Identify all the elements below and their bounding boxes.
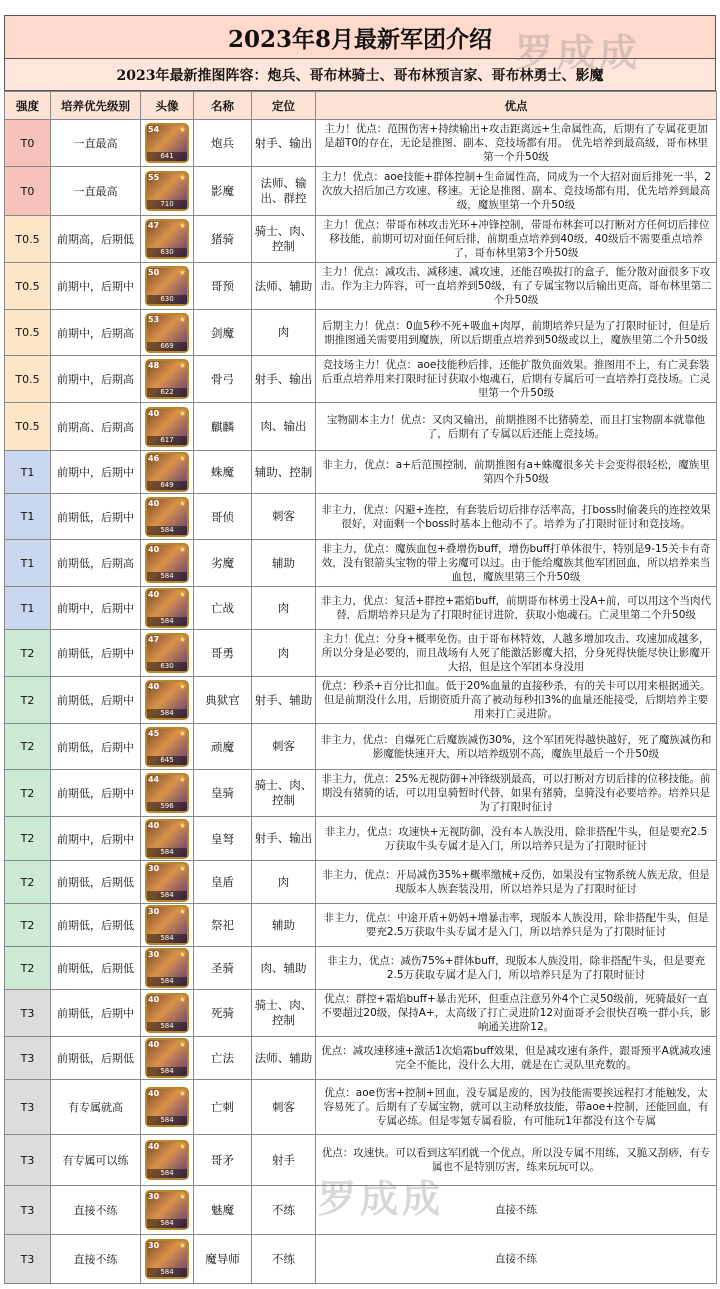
advantages-cell: 非主力，优点：开局减伤35%+概率缴械+反伤，如果没有宝物系统人族无敌，但是现版本人族套装没用，所以培养只是为了打限时征讨 xyxy=(316,861,717,904)
avatar-level: 50 xyxy=(148,268,160,277)
star-icon: ★ xyxy=(178,907,186,916)
table-row xyxy=(5,947,717,990)
priority-cell: 前期中，后期高 xyxy=(51,310,141,356)
tier-cell: T2 xyxy=(5,817,51,861)
tier-cell: T0.5 xyxy=(5,310,51,356)
name-cell: 魅魔 xyxy=(194,1186,252,1235)
star-icon: ★ xyxy=(178,682,186,691)
name-cell: 皇弩 xyxy=(194,817,252,861)
role-cell: 骑士、肉、控制 xyxy=(252,770,316,817)
avatar-power: 584 xyxy=(147,1116,187,1125)
avatar-level: 40 xyxy=(148,590,160,599)
name-cell: 圣骑 xyxy=(194,947,252,990)
avatar-cell xyxy=(141,990,194,1037)
avatar-power: 630 xyxy=(147,248,187,257)
advantages-cell: 直接不练 xyxy=(316,1186,717,1235)
role-cell: 辅助 xyxy=(252,540,316,587)
avatar xyxy=(145,1239,189,1279)
role-cell: 骑士、肉、控制 xyxy=(252,990,316,1037)
star-icon: ★ xyxy=(178,728,186,738)
role-cell: 射手、辅助 xyxy=(252,677,316,724)
avatar-cell xyxy=(141,403,194,451)
star-icon: ★ xyxy=(178,820,186,830)
table-row xyxy=(5,403,717,451)
tier-cell: T1 xyxy=(5,494,51,540)
avatar-cell xyxy=(141,947,194,990)
avatar-power: 630 xyxy=(147,295,187,304)
advantages-cell: 优点：秒杀+百分比扣血。低于20%血量的直接秒杀，有的关卡可以用来根据通关。但是前期没什么用，后期资质升高了被动每秒扣3%的血量还能接受，后期培养主要用来打亡灵进阶。 xyxy=(316,677,717,724)
avatar-cell xyxy=(141,1186,194,1235)
avatar xyxy=(145,633,189,673)
legion-table xyxy=(4,91,717,1284)
avatar xyxy=(145,219,189,259)
priority-cell: 前期高、后期高 xyxy=(51,403,141,451)
table-row xyxy=(5,540,717,587)
tier-cell: T1 xyxy=(5,587,51,630)
avatar xyxy=(145,171,189,211)
priority-cell: 前期低，后期中 xyxy=(51,990,141,1037)
avatar-cell xyxy=(141,1135,194,1186)
star-icon: ★ xyxy=(178,221,186,230)
table-row xyxy=(5,861,717,904)
role-cell: 刺客 xyxy=(252,494,316,540)
role-cell: 射手 xyxy=(252,1135,316,1186)
header-advantages: 优点 xyxy=(316,92,717,120)
priority-cell: 前期中，后期中 xyxy=(51,451,141,494)
priority-cell: 前期低，后期低 xyxy=(51,947,141,990)
table-row xyxy=(5,990,717,1037)
table-row xyxy=(5,451,717,494)
avatar-level: 40 xyxy=(148,408,160,418)
avatar-power: 584 xyxy=(147,709,187,718)
avatar-level: 30 xyxy=(148,864,160,873)
avatar-power: 584 xyxy=(147,572,187,581)
avatar xyxy=(145,1087,189,1127)
priority-cell: 前期低，后期中 xyxy=(51,770,141,817)
star-icon: ★ xyxy=(178,314,186,324)
avatar-level: 54 xyxy=(148,125,160,134)
priority-cell: 有专属可以练 xyxy=(51,1135,141,1186)
role-cell: 射手、输出 xyxy=(252,817,316,861)
role-cell: 射手、输出 xyxy=(252,120,316,167)
priority-cell: 前期低，后期低 xyxy=(51,1037,141,1080)
priority-cell: 前期低，后期中 xyxy=(51,724,141,770)
tier-cell: T0.5 xyxy=(5,216,51,263)
priority-cell: 前期中，后期中 xyxy=(51,817,141,861)
star-icon: ★ xyxy=(178,635,186,644)
tier-cell: T0 xyxy=(5,120,51,167)
avatar-level: 40 xyxy=(148,1040,160,1049)
avatar-level: 47 xyxy=(148,635,160,644)
avatar xyxy=(145,1140,189,1180)
advantages-cell: 宝物副本主力！优点：又肉又输出，前期推图不比猪骑差，而且打宝物副本就靠他了，后期有了专属以后还能上竞技场。 xyxy=(316,403,717,451)
avatar-power: 584 xyxy=(147,848,187,857)
star-icon: ★ xyxy=(178,545,186,554)
table-row xyxy=(5,1080,717,1135)
avatar-level: 40 xyxy=(148,545,160,554)
avatar-cell xyxy=(141,540,194,587)
advantages-cell: 优点：群控+霜焰buff+暴击光环，但重点注意另外4个亡灵50级前，死骑最好一直不要超过20级，保持A+，太高级了打亡灵进阶12对面哥矛会很快召唤一群小兵，影响通关进阶12。 xyxy=(316,990,717,1037)
page-title: 2023年8月最新军团介绍 xyxy=(4,15,716,59)
avatar-level: 40 xyxy=(148,498,160,508)
name-cell: 炮兵 xyxy=(194,120,252,167)
name-cell: 劣魔 xyxy=(194,540,252,587)
avatar-power: 622 xyxy=(147,388,187,397)
role-cell: 不练 xyxy=(252,1186,316,1235)
name-cell: 哥侦 xyxy=(194,494,252,540)
advantages-cell: 非主力，优点：复活+群控+霜焰buff，前期哥布林勇士没A+前，可以用这个当肉代替，后期培养只是为了打限时征讨进阶，获取小炮魂石。亡灵里第二个升50级 xyxy=(316,587,717,630)
avatar-cell xyxy=(141,904,194,947)
advantages-cell: 非主力，优点：25%无视防御+冲锋级别最高，可以打断对方切后排的位移技能。前期没有猪骑的话，可以用皇骑暂时代替，如果有猪骑，皇骑没有必要培养。培养只是为了打限时征讨 xyxy=(316,770,717,817)
name-cell: 麒麟 xyxy=(194,403,252,451)
avatar-level: 40 xyxy=(148,995,160,1004)
avatar-power: 584 xyxy=(147,934,187,943)
header-avatar: 头像 xyxy=(141,92,194,120)
advantages-cell: 非主力，优点：魔族血包+叠增伤buff，增伤buff打单体很牛，特别是9-15关卡有奇效，没有银箭头宝物的带上劣魔可以过。由于能给魔族其他军团回血，所以培养来当血包，魔族里第三个升50级 xyxy=(316,540,717,587)
page xyxy=(4,15,716,1284)
watermark: 罗成成 xyxy=(515,31,642,75)
avatar-level: 30 xyxy=(148,1192,160,1201)
star-icon: ★ xyxy=(178,1192,186,1201)
avatar-cell xyxy=(141,1037,194,1080)
table-row xyxy=(5,724,717,770)
priority-cell: 直接不练 xyxy=(51,1235,141,1284)
avatar-level: 47 xyxy=(148,221,160,230)
table-row xyxy=(5,1186,717,1235)
avatar-power: 669 xyxy=(147,342,187,351)
header-name: 名称 xyxy=(194,92,252,120)
star-icon: ★ xyxy=(178,1142,186,1151)
role-cell: 骑士、肉、控制 xyxy=(252,216,316,263)
avatar xyxy=(145,773,189,813)
avatar-power: 630 xyxy=(147,662,187,671)
role-cell: 肉 xyxy=(252,861,316,904)
tier-cell: T3 xyxy=(5,990,51,1037)
avatar xyxy=(145,543,189,583)
role-cell: 法师、辅助 xyxy=(252,1037,316,1080)
avatar-level: 45 xyxy=(148,728,160,738)
tier-cell: T0.5 xyxy=(5,356,51,403)
advantages-cell: 非主力，优点：闪避+连控，有套装后切后排存活率高，打boss时偷袭兵的连控效果很好，对面剩一个boss时基本上他动不了。培养为了打限时征讨和竞技场。 xyxy=(316,494,717,540)
advantages-cell: 主力！优点：aoe技能+群体控制+生命属性高，同成为一个大招对面后排死一半，2次放大招后加己方攻速、移速。无论是推图、副本、竞技场都有用，优先培养到最高级，魔族里第一个升50级 xyxy=(316,167,717,216)
role-cell: 肉、输出 xyxy=(252,403,316,451)
tier-cell: T1 xyxy=(5,540,51,587)
role-cell: 辅助、控制 xyxy=(252,451,316,494)
header-priority: 培养优先级别 xyxy=(51,92,141,120)
advantages-cell: 非主力，优点：减伤75%+群体buff，现版本人族没用，除非搭配牛头，但是要充2.5万获取专属才是入门，所以培养只是为了打限时征讨 xyxy=(316,947,717,990)
avatar-level: 30 xyxy=(148,907,160,916)
priority-cell: 前期中，后期中 xyxy=(51,263,141,310)
tier-cell: T2 xyxy=(5,770,51,817)
advantages-cell: 非主力，优点：中途开盾+奶妈+增暴击率，现版本人族没用，除非搭配牛头，但是要充2.5万获取牛头专属才是入门，所以培养只是为了打限时征讨 xyxy=(316,904,717,947)
avatar-level: 53 xyxy=(148,314,160,324)
avatar-cell xyxy=(141,310,194,356)
name-cell: 哥勇 xyxy=(194,630,252,677)
advantages-cell: 非主力，优点：a+后范围控制，前期推图有a+蛛魔很多关卡会变得很轻松，魔族里第四个升50级 xyxy=(316,451,717,494)
advantages-cell: 主力！优点：分身+概率免伤。由于哥布林特效，人越多增加攻击、攻速加成越多，所以分身是必要的，而且战场有人死了能激活影魔大招，分身死得快能尽快让影魔开大招，但是这个军团本身没用 xyxy=(316,630,717,677)
avatar-cell xyxy=(141,817,194,861)
tier-cell: T0.5 xyxy=(5,403,51,451)
role-cell: 不练 xyxy=(252,1235,316,1284)
role-cell: 法师、辅助 xyxy=(252,263,316,310)
advantages-cell: 主力！优点：范围伤害+持续输出+攻击距离远+生命属性高，后期有了专属花更加是超T0的存在，无论是推图、副本、竞技场都有用。 优先培养到最高级，哥布林里第一个升50级 xyxy=(316,120,717,167)
priority-cell: 前期中，后期高 xyxy=(51,356,141,403)
avatar-power: 710 xyxy=(147,200,187,209)
priority-cell: 一直最高 xyxy=(51,120,141,167)
tier-cell: T3 xyxy=(5,1037,51,1080)
avatar xyxy=(145,905,189,945)
star-icon: ★ xyxy=(178,775,186,784)
advantages-cell: 优点：攻速快。可以看到这军团就一个优点，所以没专属不用练，又脆又刮痧，有专属也不是特别厉害，练来玩玩可以。 xyxy=(316,1135,717,1186)
tier-cell: T3 xyxy=(5,1135,51,1186)
avatar xyxy=(145,313,189,353)
avatar xyxy=(145,359,189,399)
table-row xyxy=(5,770,717,817)
avatar xyxy=(145,993,189,1033)
avatar-level: 40 xyxy=(148,682,160,691)
star-icon: ★ xyxy=(178,268,186,277)
avatar-cell xyxy=(141,587,194,630)
name-cell: 蛛魔 xyxy=(194,451,252,494)
priority-cell: 前期低，后期高 xyxy=(51,540,141,587)
advantages-cell: 直接不练 xyxy=(316,1235,717,1284)
avatar-level: 55 xyxy=(148,173,160,182)
avatar-power: 641 xyxy=(147,152,187,161)
role-cell: 辅助 xyxy=(252,904,316,947)
table-row xyxy=(5,1135,717,1186)
header-tier: 强度 xyxy=(5,92,51,120)
avatar xyxy=(145,588,189,628)
priority-cell: 直接不练 xyxy=(51,1186,141,1235)
table-row xyxy=(5,1235,717,1284)
star-icon: ★ xyxy=(178,125,186,134)
name-cell: 祭祀 xyxy=(194,904,252,947)
tier-cell: T2 xyxy=(5,861,51,904)
avatar-cell xyxy=(141,494,194,540)
avatar-power: 584 xyxy=(147,1067,187,1076)
advantages-cell: 后期主力！优点：0血5秒不死+吸血+肉厚，前期培养只是为了打限时征讨，但是后期推图通关需要用到魔族，所以后期重点培养到50级或以上，魔族里第二个升50级 xyxy=(316,310,717,356)
avatar-cell xyxy=(141,120,194,167)
tier-cell: T0 xyxy=(5,167,51,216)
role-cell: 肉 xyxy=(252,587,316,630)
avatar-cell xyxy=(141,724,194,770)
priority-cell: 前期低，后期中 xyxy=(51,630,141,677)
name-cell: 亡刺 xyxy=(194,1080,252,1135)
table-row xyxy=(5,167,717,216)
avatar-cell xyxy=(141,770,194,817)
name-cell: 亡战 xyxy=(194,587,252,630)
name-cell: 魔导师 xyxy=(194,1235,252,1284)
avatar xyxy=(145,1038,189,1078)
table-row xyxy=(5,263,717,310)
avatar-cell xyxy=(141,1080,194,1135)
tier-cell: T2 xyxy=(5,724,51,770)
star-icon: ★ xyxy=(178,1040,186,1049)
role-cell: 肉、辅助 xyxy=(252,947,316,990)
watermark: 罗成成 xyxy=(318,1177,445,1221)
tier-cell: T3 xyxy=(5,1186,51,1235)
avatar-power: 649 xyxy=(147,481,187,490)
name-cell: 皇盾 xyxy=(194,861,252,904)
advantages-cell: 主力！优点：带哥布林攻击光环+冲锋控制，带哥布林套可以打断对方任何切后排位移技能，前期可切对面任何后排，前期重点培养到40级，40级后不需要重点培养了，哥布林里第3个升50级 xyxy=(316,216,717,263)
table-row xyxy=(5,587,717,630)
avatar-power: 584 xyxy=(147,1268,187,1277)
avatar-power: 617 xyxy=(147,436,187,445)
avatar-level: 40 xyxy=(148,820,160,830)
advantages-cell: 非主力，优点：攻速快+无视防御，没有本人族没用，除非搭配牛头，但是要充2.5万获取牛头专属才是入门，所以培养只是为了打限时征讨 xyxy=(316,817,717,861)
name-cell: 猪骑 xyxy=(194,216,252,263)
role-cell: 法师、输出、群控 xyxy=(252,167,316,216)
role-cell: 肉 xyxy=(252,310,316,356)
tier-cell: T1 xyxy=(5,451,51,494)
name-cell: 皇骑 xyxy=(194,770,252,817)
priority-cell: 有专属就高 xyxy=(51,1080,141,1135)
avatar-power: 584 xyxy=(147,1022,187,1031)
page-subtitle: 2023年最新推图阵容：炮兵、哥布林骑士、哥布林预言家、哥布林勇士、影魔 xyxy=(4,59,716,91)
name-cell: 骨弓 xyxy=(194,356,252,403)
name-cell: 影魔 xyxy=(194,167,252,216)
tier-cell: T2 xyxy=(5,904,51,947)
avatar xyxy=(145,819,189,859)
advantages-cell: 优点：aoe伤害+控制+回血，没专属是废的，因为技能需要挨远程打才能触发，太容易死了。后期有了专属宝物，就可以主动释放技能，带aoe+控制，还能回血，有专属必练。但是零氪专属看脸，有可能玩1年都没有这个专属 xyxy=(316,1080,717,1135)
avatar-cell xyxy=(141,861,194,904)
avatar-power: 584 xyxy=(147,977,187,986)
avatar-power: 584 xyxy=(147,1169,187,1178)
name-cell: 亡法 xyxy=(194,1037,252,1080)
avatar xyxy=(145,1190,189,1230)
avatar-power: 584 xyxy=(147,526,187,535)
avatar-cell xyxy=(141,356,194,403)
table-row xyxy=(5,904,717,947)
role-cell: 刺客 xyxy=(252,724,316,770)
star-icon: ★ xyxy=(178,454,186,463)
star-icon: ★ xyxy=(178,864,186,873)
star-icon: ★ xyxy=(178,408,186,418)
priority-cell: 前期低，后期低 xyxy=(51,904,141,947)
avatar xyxy=(145,452,189,492)
star-icon: ★ xyxy=(178,173,186,182)
name-cell: 顽魔 xyxy=(194,724,252,770)
star-icon: ★ xyxy=(178,498,186,508)
table-row xyxy=(5,120,717,167)
tier-cell: T3 xyxy=(5,1080,51,1135)
priority-cell: 前期低，后期低 xyxy=(51,861,141,904)
avatar-power: 584 xyxy=(147,1219,187,1228)
tier-cell: T0.5 xyxy=(5,263,51,310)
name-cell: 典狱官 xyxy=(194,677,252,724)
avatar-cell xyxy=(141,263,194,310)
avatar xyxy=(145,862,189,902)
avatar-level: 48 xyxy=(148,361,160,370)
priority-cell: 前期低，后期中 xyxy=(51,494,141,540)
advantages-cell: 竞技场主力！优点：aoe技能秒后排，还能扩散负面效果。推图用不上，有亡灵套装后重点培养用来打限时征讨获取小炮魂石，后期有专属后可一直培养打竞技场。亡灵里第一个升50级 xyxy=(316,356,717,403)
star-icon: ★ xyxy=(178,361,186,370)
priority-cell: 前期高，后期低 xyxy=(51,216,141,263)
tier-cell: T3 xyxy=(5,1235,51,1284)
avatar-level: 30 xyxy=(148,1241,160,1250)
avatar-cell xyxy=(141,167,194,216)
avatar xyxy=(145,407,189,447)
avatar xyxy=(145,680,189,720)
table-row xyxy=(5,1037,717,1080)
priority-cell: 前期低，后期中 xyxy=(51,677,141,724)
avatar-cell xyxy=(141,677,194,724)
table-row xyxy=(5,216,717,263)
table-row xyxy=(5,310,717,356)
star-icon: ★ xyxy=(178,1241,186,1250)
star-icon: ★ xyxy=(178,995,186,1004)
table-row xyxy=(5,494,717,540)
role-cell: 肉 xyxy=(252,630,316,677)
star-icon: ★ xyxy=(178,590,186,599)
avatar-cell xyxy=(141,216,194,263)
name-cell: 死骑 xyxy=(194,990,252,1037)
role-cell: 射手、输出 xyxy=(252,356,316,403)
star-icon: ★ xyxy=(178,1089,186,1098)
avatar-power: 584 xyxy=(147,617,187,626)
avatar-power: 584 xyxy=(147,891,187,900)
avatar-level: 30 xyxy=(148,950,160,959)
table-row xyxy=(5,677,717,724)
avatar xyxy=(145,123,189,163)
name-cell: 哥矛 xyxy=(194,1135,252,1186)
name-cell: 剑魔 xyxy=(194,310,252,356)
priority-cell: 前期中，后期中 xyxy=(51,587,141,630)
name-cell: 哥预 xyxy=(194,263,252,310)
avatar-level: 40 xyxy=(148,1089,160,1098)
advantages-cell: 主力！优点：减攻击、减移速、减攻速，还能召唤拔打的盒子，能分散对面很多下攻击。作为主力阵容，可一直培养到50级，有了专属宝物以后输出更高，哥布林里第二个升50级 xyxy=(316,263,717,310)
advantages-cell: 非主力，优点：自爆死亡后魔族减伤30%，这个军团死得越快越好，死了魔族减伤和影魔能快速开大，所以培养级别不高，魔族里最后一个升50级 xyxy=(316,724,717,770)
advantages-cell: 优点：减攻速移速+激活1次焰霜buff效果，但是减攻速有条件，跟哥预平A就减攻速完全不能比，没什么大用，就是在亡灵队里充数的。 xyxy=(316,1037,717,1080)
avatar-level: 44 xyxy=(148,775,160,784)
priority-cell: 一直最高 xyxy=(51,167,141,216)
header-role: 定位 xyxy=(252,92,316,120)
table-row xyxy=(5,630,717,677)
table-header-row xyxy=(5,92,717,120)
tier-cell: T2 xyxy=(5,677,51,724)
avatar xyxy=(145,266,189,306)
avatar-cell xyxy=(141,451,194,494)
avatar xyxy=(145,497,189,537)
table-row xyxy=(5,356,717,403)
avatar-cell xyxy=(141,1235,194,1284)
avatar-power: 596 xyxy=(147,802,187,811)
avatar-power: 645 xyxy=(147,756,187,765)
star-icon: ★ xyxy=(178,950,186,959)
avatar-level: 46 xyxy=(148,454,160,463)
avatar xyxy=(145,948,189,988)
role-cell: 刺客 xyxy=(252,1080,316,1135)
tier-cell: T2 xyxy=(5,630,51,677)
table-row xyxy=(5,817,717,861)
avatar xyxy=(145,727,189,767)
tier-cell: T2 xyxy=(5,947,51,990)
avatar-level: 40 xyxy=(148,1142,160,1151)
avatar-cell xyxy=(141,630,194,677)
